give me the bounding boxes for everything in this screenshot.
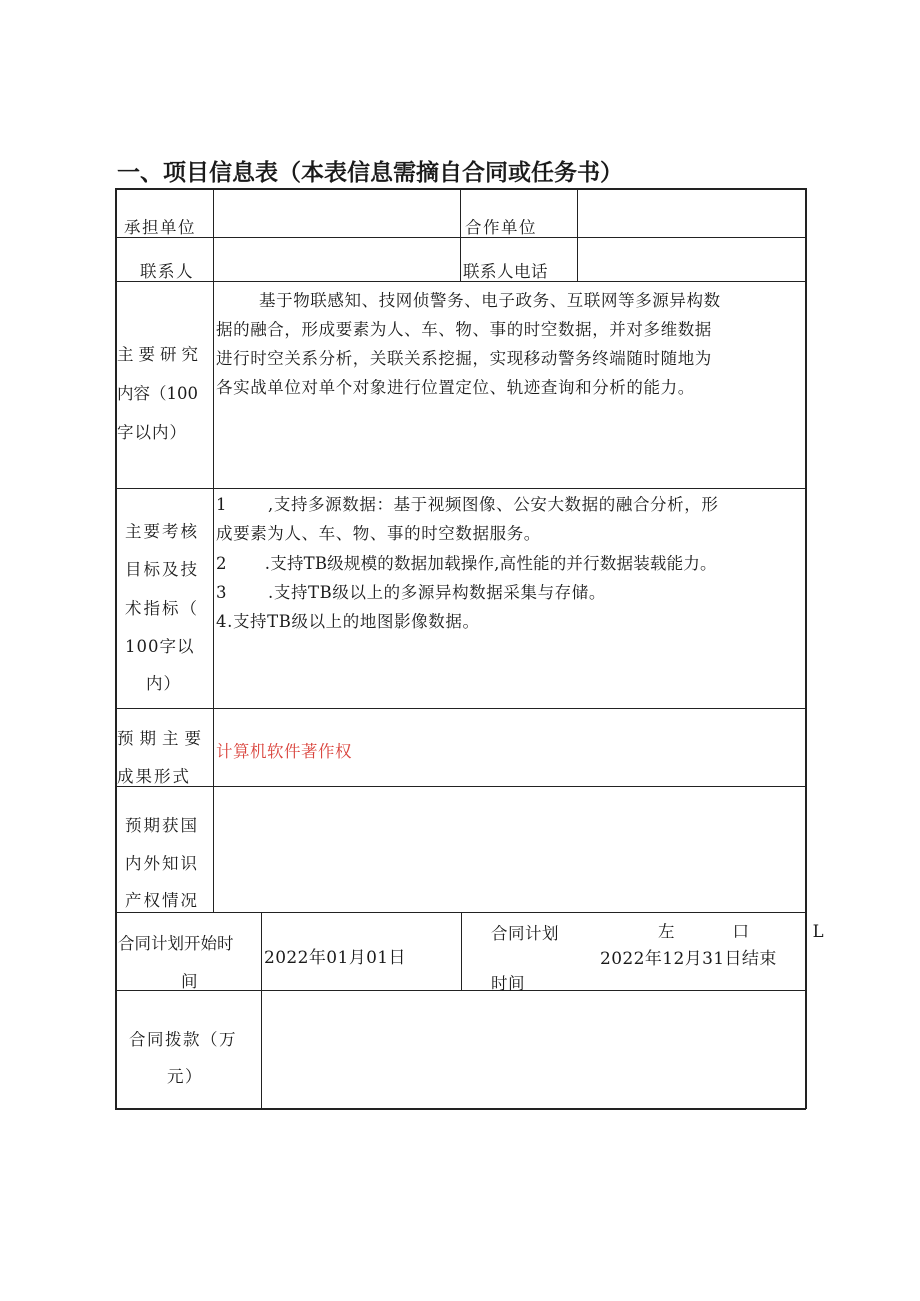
label-partner: 合作单位 bbox=[465, 218, 537, 237]
col-divider bbox=[577, 188, 578, 282]
target-line: 4.支持TB级以上的地图影像数据。 bbox=[216, 612, 480, 631]
label-outcome-line2: 成果形式 bbox=[117, 767, 191, 786]
label-start-line2: 间 bbox=[181, 972, 199, 991]
label-ip-line2: 内外知识 bbox=[125, 854, 199, 873]
page-title: 一、项目信息表（本表信息需摘自合同或任务书） bbox=[117, 160, 623, 186]
label-end-line1: 合同计划 bbox=[491, 924, 559, 943]
target-line: 3 .支持TB级以上的多源异构数据采集与存储。 bbox=[216, 583, 606, 602]
label-funding-line2: 元） bbox=[167, 1067, 203, 1086]
research-line: 基于物联感知、技网侦警务、电子政务、互联网等多源异构数 bbox=[259, 291, 721, 310]
label-research-line1: 主要研究 bbox=[117, 345, 203, 364]
label-undertaker: 承担单位 bbox=[124, 218, 196, 237]
label-target-line1: 主要考核 bbox=[125, 522, 199, 541]
table-border-bottom bbox=[115, 1108, 806, 1110]
label-target-line4: 100字以 bbox=[125, 637, 195, 656]
value-end-marks: 左 口 L bbox=[658, 922, 825, 941]
label-ip-line3: 产权情况 bbox=[125, 891, 199, 910]
target-line: 1 ,支持多源数据：基于视频图像、公安大数据的融合分析，形 bbox=[216, 495, 719, 514]
row-divider bbox=[115, 708, 806, 709]
label-ip-line1: 预期获国 bbox=[125, 816, 199, 835]
row-divider bbox=[115, 786, 806, 787]
value-outcome[interactable]: 计算机软件著作权 bbox=[216, 742, 352, 761]
col-divider bbox=[461, 912, 462, 991]
label-funding-line1: 合同拨款（万 bbox=[129, 1030, 237, 1049]
label-contact: 联系人 bbox=[140, 262, 194, 281]
value-start-date[interactable]: 2022年01月01日 bbox=[264, 948, 406, 968]
label-research-line3: 字以内） bbox=[117, 423, 187, 442]
row-divider bbox=[115, 488, 806, 489]
label-target-line2: 目标及技 bbox=[125, 560, 199, 579]
research-line: 各实战单位对单个对象进行位置定位、轨迹查询和分析的能力。 bbox=[216, 378, 695, 397]
table-border-left bbox=[115, 188, 117, 1109]
label-target-line5: 内） bbox=[146, 674, 181, 693]
label-contact-phone: 联系人电话 bbox=[463, 262, 548, 281]
col-divider bbox=[261, 912, 262, 1109]
research-line: 据的融合，形成要素为人、车、物、事的时空数据，并对多维数据 bbox=[216, 320, 712, 339]
col-divider bbox=[213, 188, 214, 913]
research-line: 进行时空关系分析，关联关系挖掘，实现移动警务终端随时随地为 bbox=[216, 349, 712, 368]
target-line: 2 .支持TB级规模的数据加载操作,高性能的并行数据装载能力。 bbox=[216, 554, 717, 573]
label-outcome-line1: 预期主要 bbox=[117, 729, 207, 748]
label-target-line3: 术指标（ bbox=[125, 599, 199, 618]
label-start-line1: 合同计划开始时 bbox=[118, 934, 234, 953]
label-research-line2: 内容（100 bbox=[117, 384, 198, 403]
label-end-line2: 时间 bbox=[491, 974, 525, 993]
col-divider bbox=[460, 188, 461, 282]
target-line: 成要素为人、车、物、事的时空数据服务。 bbox=[216, 524, 541, 543]
table-border-right bbox=[805, 188, 807, 1109]
value-end-date[interactable]: 2022年12月31日结束 bbox=[600, 949, 777, 969]
